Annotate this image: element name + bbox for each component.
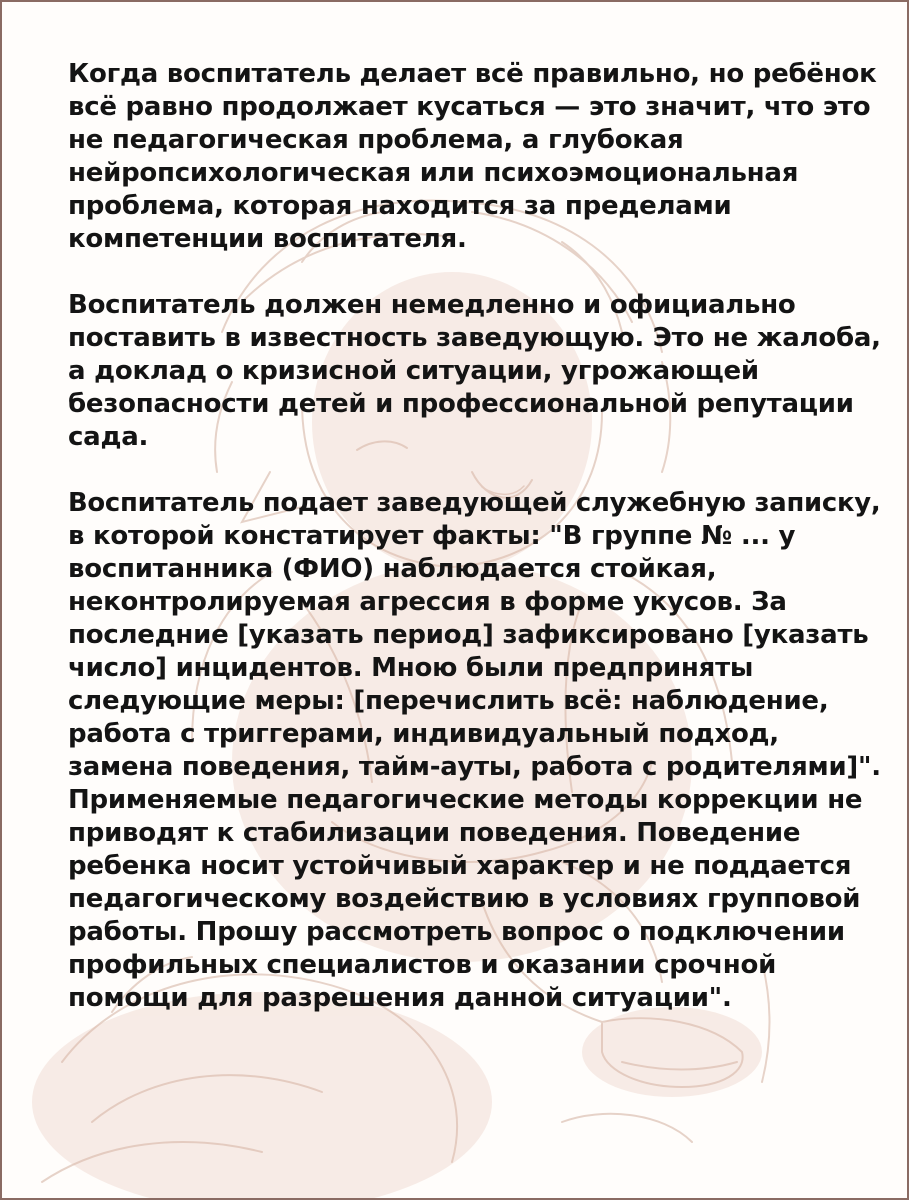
text-line: замена поведения, тайм-ауты, работа с родителями]". — [68, 752, 881, 782]
text-line: всё равно продолжает кусаться — это значит, что это — [68, 92, 871, 122]
text-line: Воспитатель подает заведующей служебную записку, — [68, 488, 881, 518]
text-line: проблема, которая находится за пределами — [68, 191, 732, 221]
text-line: Воспитатель должен немедленно и официально — [68, 290, 796, 320]
text-line: ребенка носит устойчивый характер и не поддается — [68, 851, 852, 881]
text-line: Когда воспитатель делает всё правильно, но ребёнок — [68, 59, 877, 89]
text-line: безопасности детей и профессиональной репутации — [68, 389, 854, 419]
text-line: последние [указать период] зафиксировано [указать — [68, 620, 869, 650]
text-line: помощи для разрешения данной ситуации". — [68, 983, 732, 1013]
text-line: число] инцидентов. Мною были предприняты — [68, 653, 754, 683]
text-line: поставить в известность заведующую. Это не жалоба, — [68, 323, 881, 353]
text-line: не педагогическая проблема, а глубокая — [68, 125, 684, 155]
text-line: в которой констатирует факты: "В группе № ... у — [68, 521, 796, 551]
text-line: а доклад о кризисной ситуации, угрожающей — [68, 356, 759, 386]
paragraph-2 — [68, 289, 881, 454]
text-line: следующие меры: [перечислить всё: наблюдение, — [68, 686, 829, 716]
text-line: приводят к стабилизации поведения. Поведение — [68, 818, 801, 848]
paragraph-1 — [68, 58, 877, 256]
text-line: сада. — [68, 422, 149, 452]
text-line: воспитанника (ФИО) наблюдается стойкая, — [68, 554, 717, 584]
text-line: нейропсихологическая или психоэмоциональная — [68, 158, 799, 188]
text-line: неконтролируемая агрессия в форме укусов. За — [68, 587, 787, 617]
text-line: работы. Прошу рассмотреть вопрос о подключении — [68, 917, 845, 947]
text-line: компетенции воспитателя. — [68, 224, 467, 254]
text-line: педагогическому воздействию в условиях групповой — [68, 884, 861, 914]
text-line: Применяемые педагогические методы коррекции не — [68, 785, 863, 815]
text-line: профильных специалистов и оказании срочной — [68, 950, 777, 980]
document-text — [2, 2, 907, 1015]
text-line: работа с триггерами, индивидуальный подход, — [68, 719, 779, 749]
paragraph-3 — [68, 487, 881, 1015]
